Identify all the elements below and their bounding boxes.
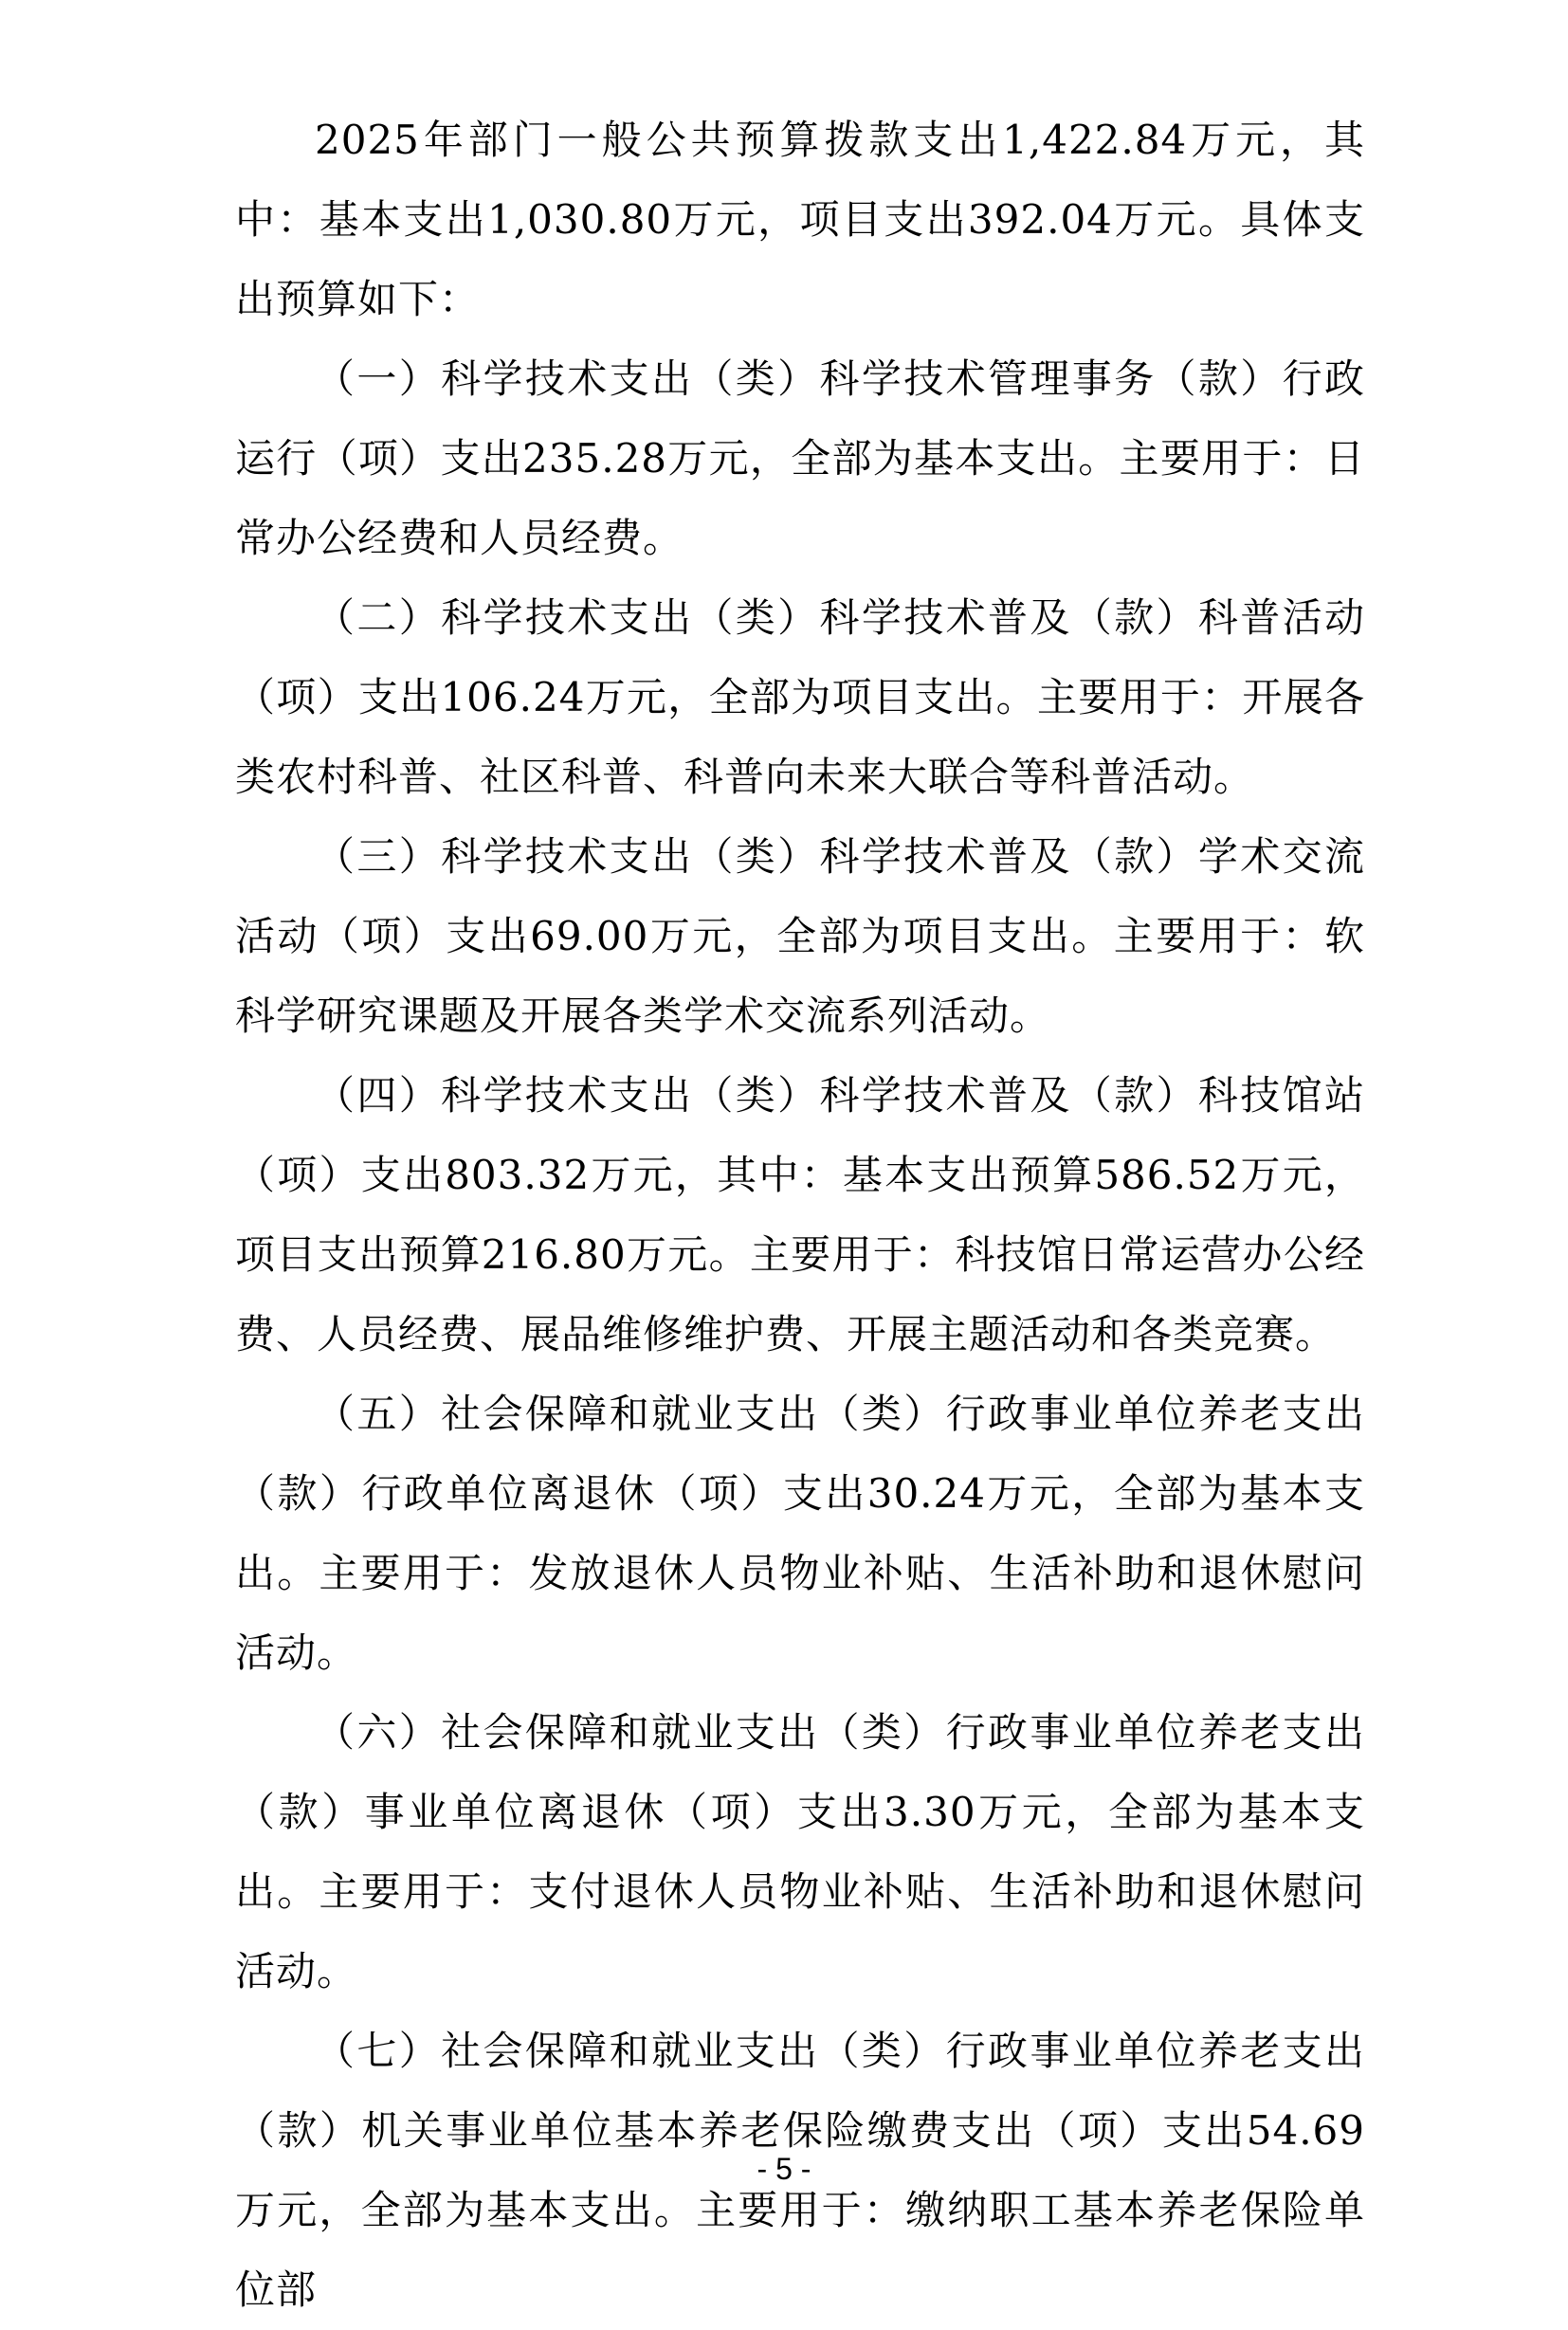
document-body bbox=[235, 100, 1365, 2330]
paragraph-item-6: （六）社会保障和就业支出（类）行政事业单位养老支出（款）事业单位离退休（项）支出3.30万元，全部为基本支出。主要用于：支付退休人员物业补贴、生活补助和退休慰问活动。 bbox=[235, 1709, 1365, 1994]
paragraph-item-7: （七）社会保障和就业支出（类）行政事业单位养老支出（款）机关事业单位基本养老保险缴费支出（项）支出54.69万元，全部为基本支出。主要用于：缴纳职工基本养老保险单位部 bbox=[235, 2028, 1365, 2313]
page-number: - 5 - bbox=[757, 2152, 811, 2186]
paragraph-item-1: （一）科学技术支出（类）科学技术管理事务（款）行政运行（项）支出235.28万元，全部为基本支出。主要用于：日常办公经费和人员经费。 bbox=[235, 355, 1365, 561]
paragraph-item-2: （二）科学技术支出（类）科学技术普及（款）科普活动（项）支出106.24万元，全部为项目支出。主要用于：开展各类农村科普、社区科普、科普向未来大联合等科普活动。 bbox=[235, 594, 1365, 800]
paragraph-item-4: （四）科学技术支出（类）科学技术普及（款）科技馆站（项）支出803.32万元，其中：基本支出预算586.52万元，项目支出预算216.80万元。主要用于：科技馆日常运营办公经费、人员经费、展品维修维护费、开展主题活动和各类竞赛。 bbox=[235, 1072, 1365, 1357]
paragraph-budget-summary: 2025年部门一般公共预算拨款支出1,422.84万元，其中：基本支出1,030.80万元，项目支出392.04万元。具体支出预算如下： bbox=[235, 117, 1365, 322]
paragraph-item-5: （五）社会保障和就业支出（类）行政事业单位养老支出（款）行政单位离退休（项）支出30.24万元，全部为基本支出。主要用于：发放退休人员物业补贴、生活补助和退休慰问活动。 bbox=[235, 1391, 1365, 1676]
paragraph-item-3: （三）科学技术支出（类）科学技术普及（款）学术交流活动（项）支出69.00万元，全部为项目支出。主要用于：软科学研究课题及开展各类学术交流系列活动。 bbox=[235, 833, 1365, 1039]
